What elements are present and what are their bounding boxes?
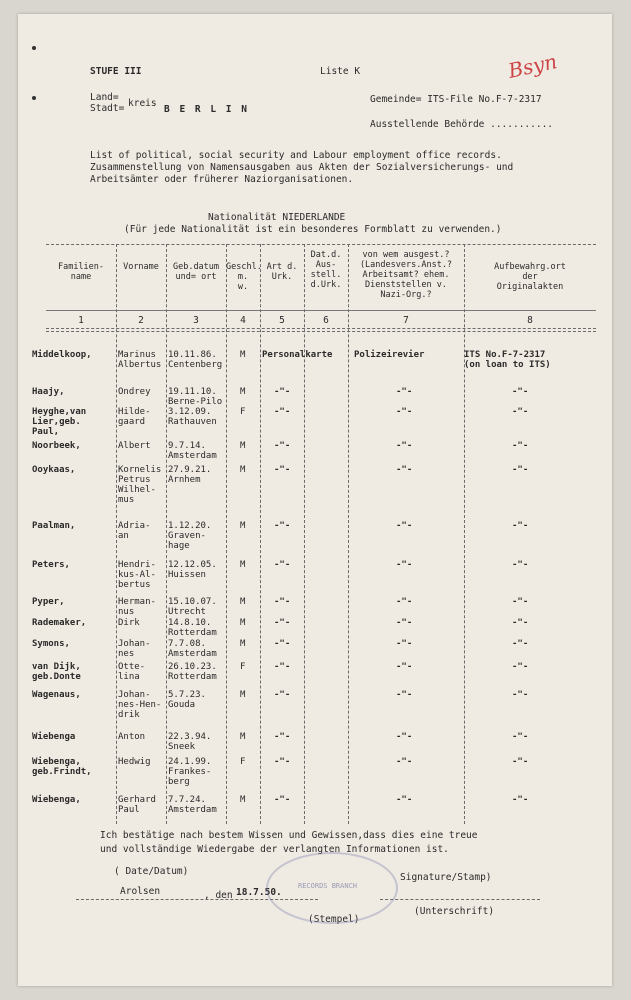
cell-family: Heyghe,van Lier,geb. Paul, <box>32 407 87 437</box>
cell-art: -"- <box>274 407 291 417</box>
cell-family: Symons, <box>32 639 70 649</box>
cell-loc: ITS No.F-7-2317 (on loan to ITS) <box>464 350 551 370</box>
col-header-date: Dat.d. Aus- stell. d.Urk. <box>310 250 342 290</box>
col-divider <box>166 244 167 824</box>
cell-birth: 9.7.14. Amsterdam <box>168 441 217 461</box>
cell-art: -"- <box>274 521 291 531</box>
cell-loc: -"- <box>512 662 529 672</box>
cell-first: Johan- nes-Hen- drik <box>118 690 162 720</box>
cell-first: Hedwig <box>118 757 151 767</box>
cell-first: Adria- an <box>118 521 151 541</box>
cell-family: Middelkoop, <box>32 350 92 360</box>
nationality-note: (Für jede Nationalität ist ein besonderes Formblatt zu verwenden.) <box>124 224 502 235</box>
col-num: 1 <box>78 315 84 326</box>
land-label: Land= <box>90 92 119 103</box>
cell-first: Albert <box>118 441 151 451</box>
col-num: 6 <box>323 315 329 326</box>
cell-by: -"- <box>396 441 413 451</box>
cell-first: Hilde- gaard <box>118 407 151 427</box>
cell-by: -"- <box>396 521 413 531</box>
cell-family: Pyper, <box>32 597 65 607</box>
signature-label: Signature/Stamp) <box>400 872 492 883</box>
cell-loc: -"- <box>512 618 529 628</box>
cell-first: Otte- lina <box>118 662 146 682</box>
cell-loc: -"- <box>512 521 529 531</box>
header-rule <box>46 310 596 311</box>
cell-birth: 14.8.10. Rotterdam <box>168 618 217 638</box>
cell-birth: 19.11.10. Berne-Pilo <box>168 387 223 407</box>
kreis-label: kreis <box>128 98 157 109</box>
gemeinde-field: Gemeinde= ITS-File No.F-7-2317 <box>370 94 542 105</box>
cell-art: -"- <box>274 732 291 742</box>
cell-loc: -"- <box>512 597 529 607</box>
col-header-family: Familien- name <box>57 262 105 282</box>
col-divider <box>304 244 305 824</box>
col-divider <box>464 244 465 824</box>
cell-art: -"- <box>274 465 291 475</box>
stufe-label: STUFE III <box>90 66 142 77</box>
cell-birth: 15.10.07. Utrecht <box>168 597 217 617</box>
cell-loc: -"- <box>512 795 529 805</box>
cell-family: Wiebenga <box>32 732 76 742</box>
cell-art: -"- <box>274 387 291 397</box>
cell-by: Polizeirevier <box>354 350 425 360</box>
cell-first: Gerhard Paul <box>118 795 156 815</box>
punch-hole <box>32 96 36 100</box>
cell-sex: M <box>240 387 246 397</box>
col-header-first: Vorname <box>123 262 159 272</box>
cell-art: -"- <box>274 662 291 672</box>
cell-sex: F <box>240 757 246 767</box>
cell-family: Wagenaus, <box>32 690 81 700</box>
cell-sex: M <box>240 597 246 607</box>
cell-by: -"- <box>396 732 413 742</box>
punch-hole <box>32 46 36 50</box>
signature-line <box>380 899 540 900</box>
handwritten-mark: Bsyn <box>506 49 560 83</box>
cell-loc: -"- <box>512 639 529 649</box>
cell-first: Kornelis Petrus Wilhel- mus <box>118 465 162 505</box>
cell-family: Wiebenga, geb.Frindt, <box>32 757 92 777</box>
cell-by: -"- <box>396 387 413 397</box>
cell-sex: M <box>240 465 246 475</box>
cell-family: van Dijk, geb.Donte <box>32 662 81 682</box>
cell-by: -"- <box>396 662 413 672</box>
cell-loc: -"- <box>512 690 529 700</box>
col-header-art: Art d. Urk. <box>266 262 298 282</box>
cell-sex: F <box>240 407 246 417</box>
col-num: 5 <box>279 315 285 326</box>
date-value: 18.7.50. <box>236 887 282 898</box>
cell-birth: 12.12.05. Huissen <box>168 560 217 580</box>
cell-loc: -"- <box>512 441 529 451</box>
cell-first: Hendri- kus-Al- bertus <box>118 560 156 590</box>
cell-birth: 10.11.86. Centenberg <box>168 350 223 370</box>
certification-line-1: Ich bestätige nach bestem Wissen und Gewissen,dass dies eine treue <box>100 830 478 841</box>
col-divider <box>260 244 261 824</box>
cell-sex: M <box>240 350 246 360</box>
cell-birth: 24.1.99. Frankes- berg <box>168 757 212 787</box>
cell-birth: 1.12.20. Graven- hage <box>168 521 212 551</box>
cell-first: Herman- nus <box>118 597 156 617</box>
cell-loc: -"- <box>512 560 529 570</box>
behoerde-field: Ausstellende Behörde ........... <box>370 119 554 130</box>
cell-sex: F <box>240 662 246 672</box>
stamp-text: RECORDS BRANCH <box>298 882 358 890</box>
col-num: 8 <box>527 315 533 326</box>
cell-by: -"- <box>396 757 413 767</box>
den-label: , den <box>204 890 233 901</box>
cell-sex: M <box>240 732 246 742</box>
stadt-label: Stadt= <box>90 103 125 114</box>
cell-by: -"- <box>396 690 413 700</box>
cell-art: Personalkarte <box>262 350 333 360</box>
col-divider <box>348 244 349 824</box>
cell-family: Paalman, <box>32 521 76 531</box>
cell-first: Dirk <box>118 618 140 628</box>
liste-label: Liste K <box>320 66 361 77</box>
cell-by: -"- <box>396 465 413 475</box>
cell-first: Ondrey <box>118 387 151 397</box>
cell-art: -"- <box>274 441 291 451</box>
date-label: ( Date/Datum) <box>114 866 189 877</box>
intro-line-3: Arbeitsämter oder früherer Naziorganisationen. <box>90 174 354 185</box>
cell-family: Wiebenga, <box>32 795 81 805</box>
nationality-label: Nationalität NIEDERLANDE <box>208 212 346 223</box>
cell-family: Ooykaas, <box>32 465 76 475</box>
cell-by: -"- <box>396 407 413 417</box>
col-num: 4 <box>240 315 246 326</box>
cell-first: Anton <box>118 732 146 742</box>
certification-line-2: und vollständige Wiedergabe der verlangten Informationen ist. <box>100 844 449 855</box>
cell-art: -"- <box>274 618 291 628</box>
city-name: B E R L I N <box>164 104 249 115</box>
cell-loc: -"- <box>512 407 529 417</box>
table-top-rule <box>46 244 596 245</box>
cell-birth: 7.7.08. Amsterdam <box>168 639 217 659</box>
cell-family: Noorbeek, <box>32 441 81 451</box>
unterschrift-label: (Unterschrift) <box>414 906 495 917</box>
cell-sex: M <box>240 639 246 649</box>
cell-sex: M <box>240 690 246 700</box>
cell-sex: M <box>240 560 246 570</box>
cell-by: -"- <box>396 639 413 649</box>
cell-birth: 22.3.94. Sneek <box>168 732 212 752</box>
cell-art: -"- <box>274 795 291 805</box>
cell-birth: 7.7.24. Amsterdam <box>168 795 217 815</box>
col-header-sex: Geschl. m. w. <box>226 262 262 292</box>
cell-sex: M <box>240 795 246 805</box>
col-num: 7 <box>403 315 409 326</box>
records-branch-stamp <box>266 852 398 924</box>
cell-art: -"- <box>274 690 291 700</box>
cell-birth: 26.10.23. Rotterdam <box>168 662 217 682</box>
cell-loc: -"- <box>512 757 529 767</box>
cell-art: -"- <box>274 597 291 607</box>
cell-by: -"- <box>396 560 413 570</box>
cell-loc: -"- <box>512 732 529 742</box>
cell-birth: 27.9.21. Arnhem <box>168 465 212 485</box>
document-page <box>18 14 612 986</box>
stempel-label: (Stempel) <box>308 914 360 925</box>
number-rule <box>46 328 596 329</box>
cell-first: Johan- nes <box>118 639 151 659</box>
col-header-by: von wem ausgest.? (Landesvers.Anst.? Arbeitsamt? ehem. Dienststellen v. Nazi-Org.? <box>359 250 453 300</box>
intro-line-1: List of political, social security and Labour employment office records. <box>90 150 502 161</box>
col-header-birth: Geb.datum und= ort <box>172 262 220 282</box>
col-num: 3 <box>193 315 199 326</box>
col-header-loc: Aufbewahrg.ort der Originalakten <box>494 262 566 292</box>
cell-sex: M <box>240 521 246 531</box>
cell-birth: 5.7.23. Gouda <box>168 690 206 710</box>
col-num: 2 <box>138 315 144 326</box>
cell-family: Peters, <box>32 560 70 570</box>
place-value: Arolsen <box>120 886 161 897</box>
number-rule-2 <box>46 331 596 332</box>
intro-line-2: Zusammenstellung von Namensausgaben aus Akten der Sozialversicherungs- und <box>90 162 514 173</box>
cell-loc: -"- <box>512 465 529 475</box>
cell-art: -"- <box>274 639 291 649</box>
cell-art: -"- <box>274 757 291 767</box>
cell-first: Marinus Albertus <box>118 350 162 370</box>
cell-sex: M <box>240 441 246 451</box>
col-divider <box>116 244 117 824</box>
cell-art: -"- <box>274 560 291 570</box>
cell-family: Rademaker, <box>32 618 87 628</box>
col-divider <box>226 244 227 824</box>
cell-by: -"- <box>396 795 413 805</box>
cell-family: Haajy, <box>32 387 65 397</box>
cell-birth: 3.12.09. Rathauven <box>168 407 217 427</box>
cell-sex: M <box>240 618 246 628</box>
cell-by: -"- <box>396 597 413 607</box>
cell-loc: -"- <box>512 387 529 397</box>
cell-by: -"- <box>396 618 413 628</box>
